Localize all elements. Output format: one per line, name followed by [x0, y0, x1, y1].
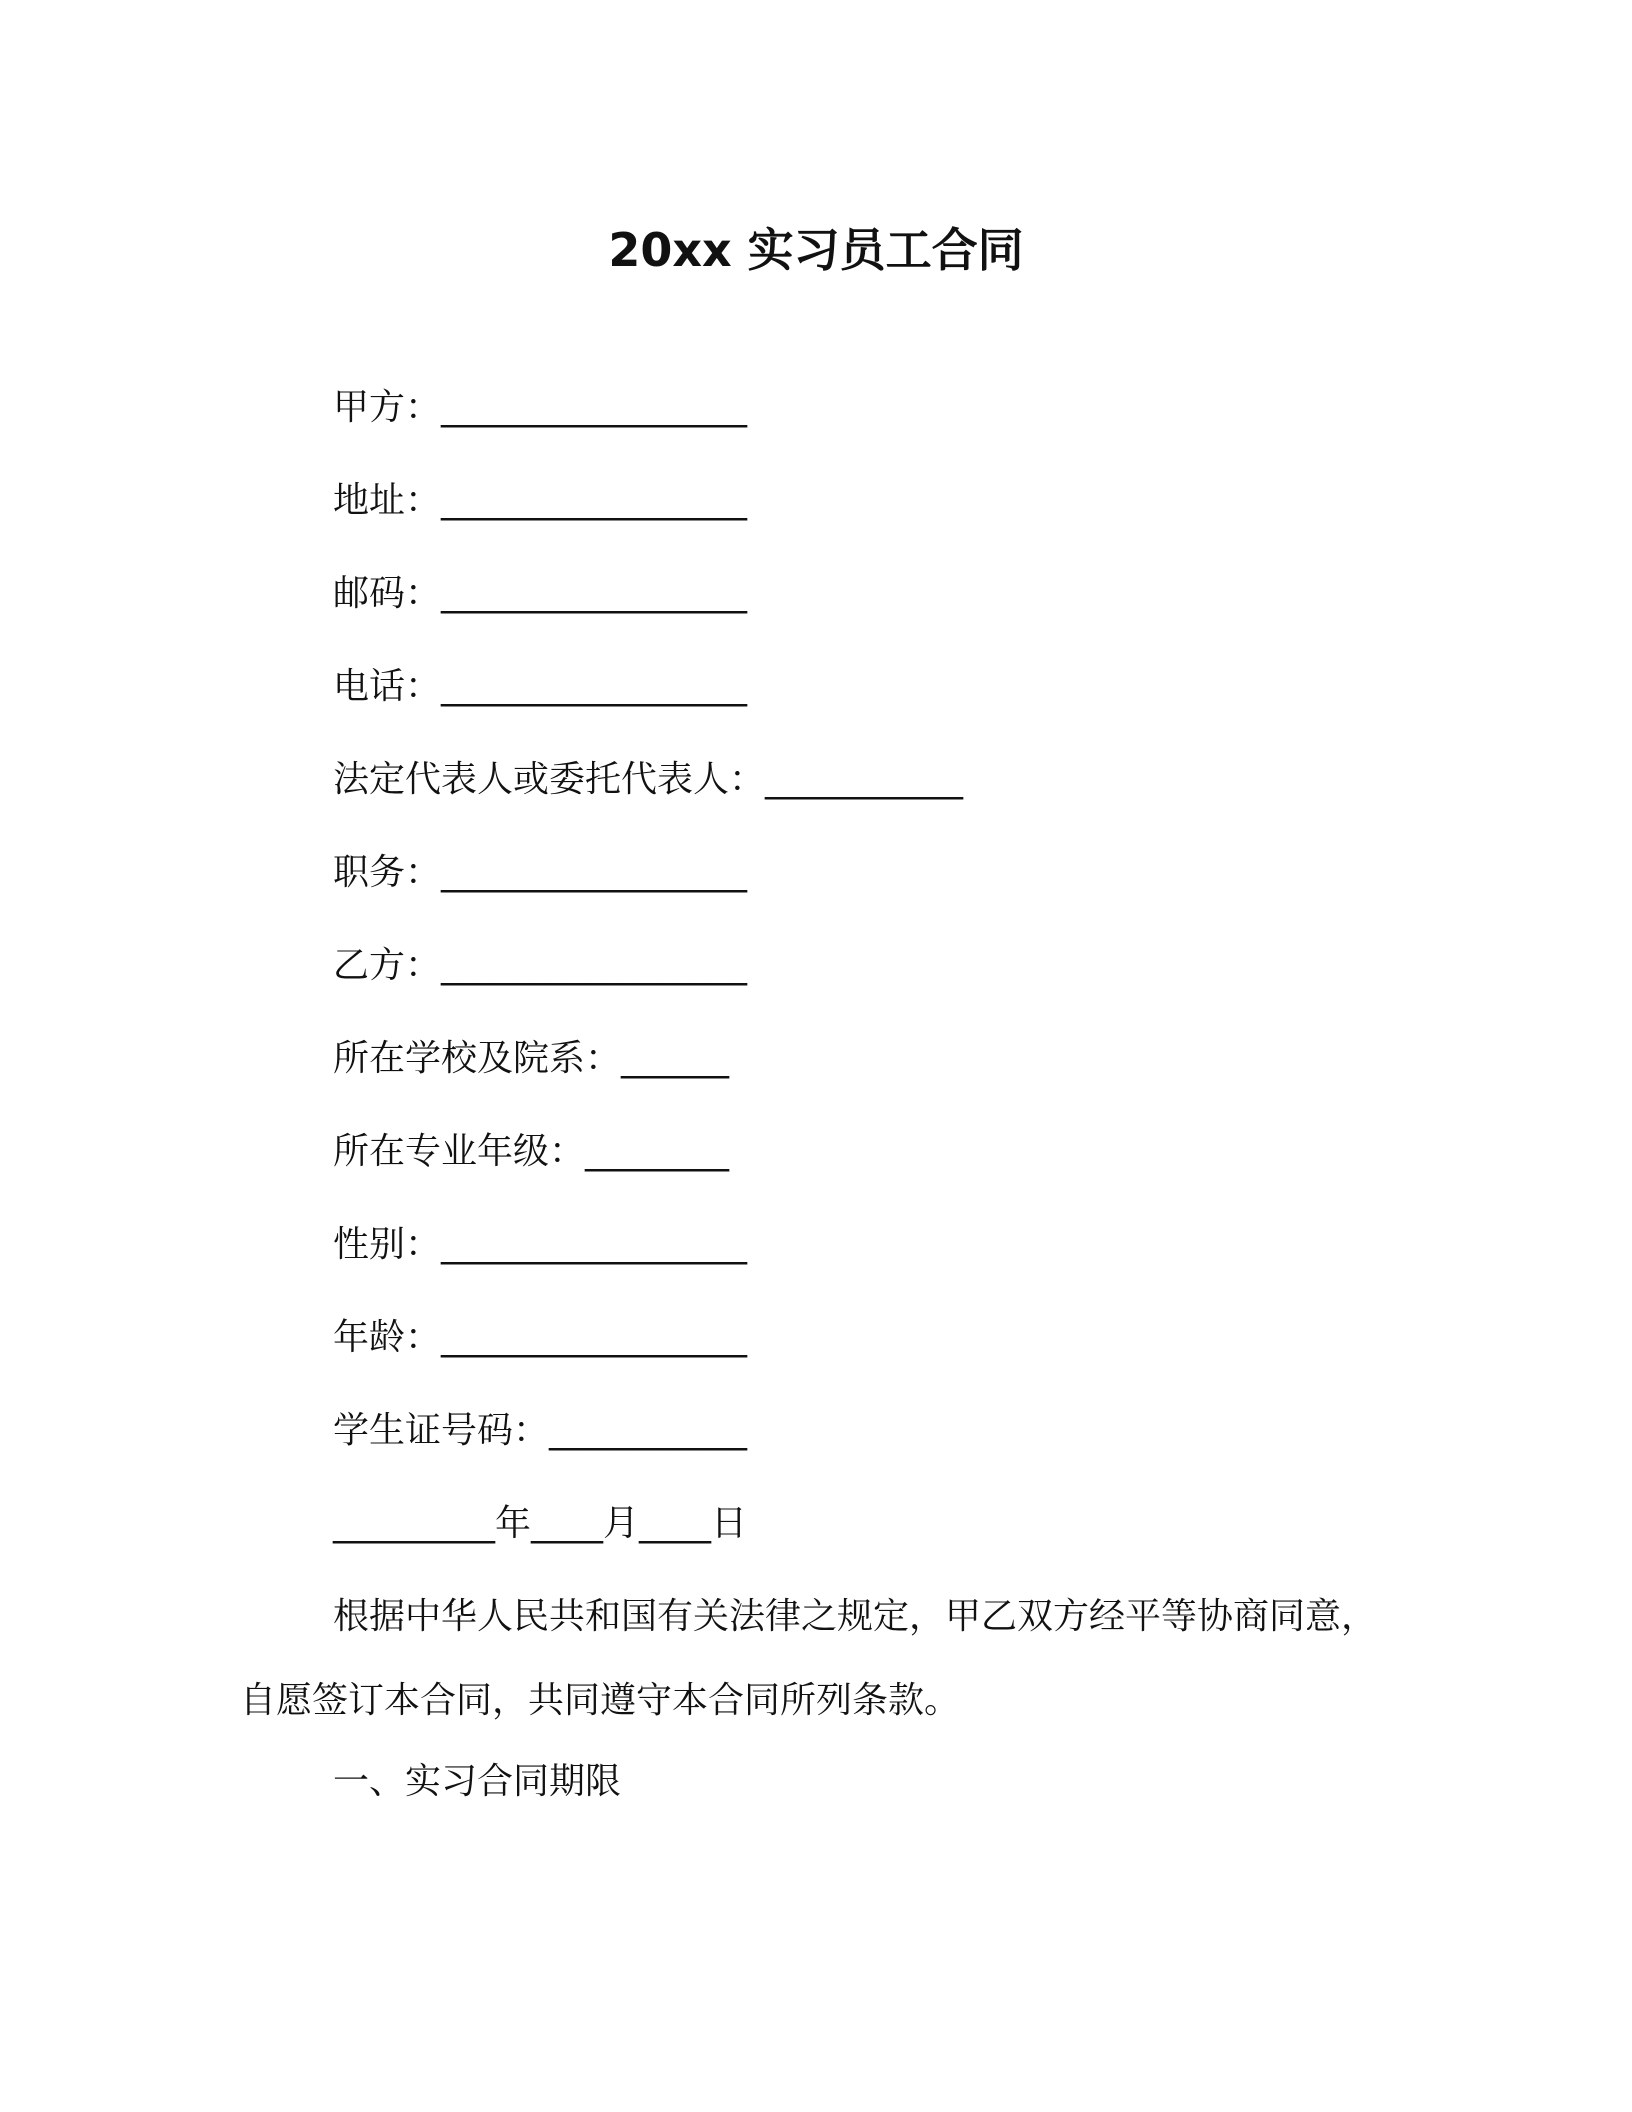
field-blank: ______ — [621, 1038, 730, 1079]
field-blank: _________________ — [441, 1224, 748, 1265]
field-postcode — [333, 570, 747, 618]
field-label: 所在学校及院系： — [333, 1038, 622, 1079]
field-phone — [333, 663, 747, 711]
field-label: 邮码： — [333, 573, 442, 614]
field-student-id — [333, 1407, 747, 1455]
field-label: 法定代表人或委托代表人： — [333, 759, 766, 800]
field-age — [333, 1314, 747, 1362]
field-gender — [333, 1221, 747, 1269]
field-label: 性别： — [333, 1224, 442, 1265]
intro-paragraph — [240, 1593, 1410, 1725]
field-label: 乙方： — [333, 945, 442, 986]
field-label: 地址： — [333, 480, 442, 521]
field-blank: ___________ — [549, 1410, 748, 1451]
field-label: 年龄： — [333, 1317, 442, 1358]
field-blank: _________________ — [441, 852, 748, 893]
field-position — [333, 849, 747, 897]
field-label: 职务： — [333, 852, 442, 893]
intro-line-1: 根据中华人民共和国有关法律之规定，甲乙双方经平等协商同意， — [333, 1596, 1378, 1637]
field-party-b — [333, 942, 747, 990]
field-school-department — [333, 1035, 729, 1083]
document-title: 20xx 实习员工合同 — [608, 223, 1024, 277]
field-blank: _________________ — [441, 387, 748, 428]
field-legal-representative — [333, 756, 963, 804]
field-party-a — [333, 384, 747, 432]
date-line: _________年____月____日 — [333, 1503, 747, 1544]
field-major-grade — [333, 1128, 729, 1176]
field-blank: _________________ — [441, 480, 748, 521]
field-blank: _________________ — [441, 945, 748, 986]
field-label: 电话： — [333, 666, 442, 707]
field-blank: _________________ — [441, 1317, 748, 1358]
intro-line-2: 自愿签订本合同，共同遵守本合同所列条款。 — [240, 1680, 961, 1721]
field-blank: ___________ — [765, 759, 964, 800]
field-blank: ________ — [585, 1131, 730, 1172]
field-label: 所在专业年级： — [333, 1131, 586, 1172]
field-blank: _________________ — [441, 573, 748, 614]
field-label: 甲方： — [333, 387, 442, 428]
section-heading-1: 一、实习合同期限 — [333, 1761, 622, 1802]
field-blank: _________________ — [441, 666, 748, 707]
field-label: 学生证号码： — [333, 1410, 550, 1451]
field-address — [333, 477, 747, 525]
